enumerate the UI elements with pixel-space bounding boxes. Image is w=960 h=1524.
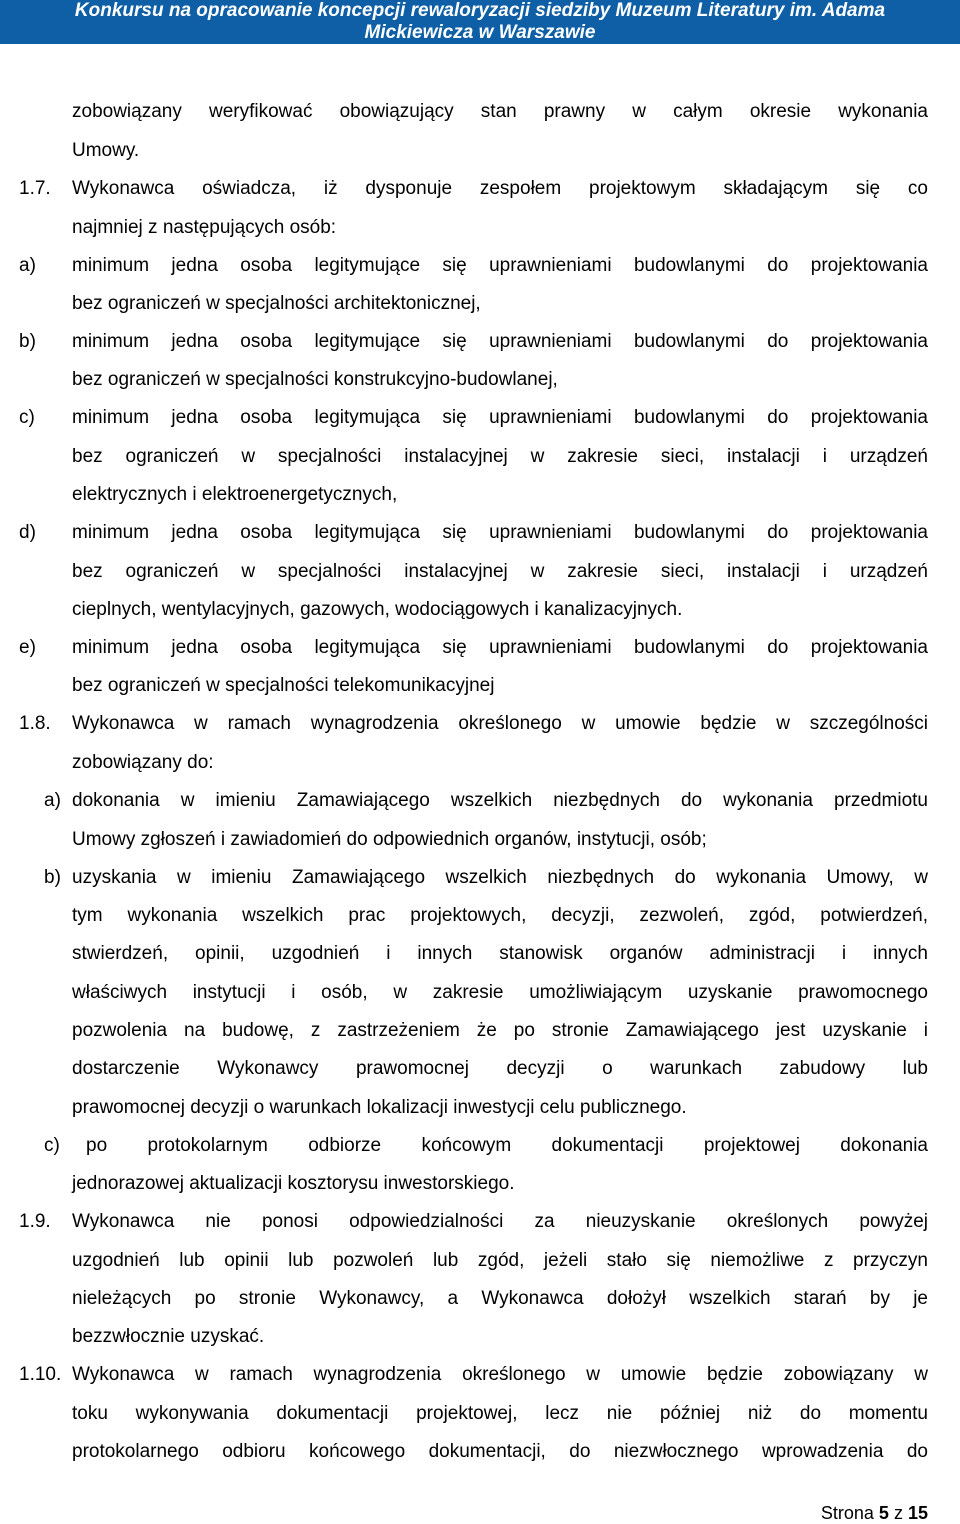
list-label: e) (19, 637, 36, 658)
text-line: Wykonawca w ramach wynagrodzenia określonego w umowie będzie zobowiązany w (72, 1364, 928, 1385)
header-title-line-2: Mickiewicza w Warszawie (364, 22, 596, 43)
list-label: b) (44, 867, 61, 888)
header-title-line-1: Konkursu na opracowanie koncepcji rewaloryzacji siedziby Muzeum Literatury im. Adama (74, 0, 886, 21)
text-line: najmniej z następujących osób: (72, 217, 337, 238)
footer-separator: z (893, 1503, 903, 1523)
text-line: po protokolarnym odbiorze końcowym dokumentacji projektowej dokonania (86, 1135, 928, 1156)
text-line: minimum jedna osoba legitymująca się uprawnieniami budowlanymi do projektowania (72, 637, 928, 658)
footer-page-total: 15 (907, 1503, 928, 1523)
text-line: stwierdzeń, opinii, uzgodnień i innych stanowisk organów administracji i innych (72, 943, 928, 964)
section-number: 1.9. (19, 1211, 51, 1232)
text-line: minimum jedna osoba legitymujące się uprawnieniami budowlanymi do projektowania (72, 255, 928, 276)
text-line: Umowy zgłoszeń i zawiadomień do odpowiednich organów, instytucji, osób; (72, 829, 707, 850)
text-line: uzgodnień lub opinii lub pozwoleń lub zgód, jeżeli stało się niemożliwe z przyczyn (72, 1250, 928, 1271)
footer-page-number: 5 (878, 1503, 889, 1523)
text-line: pozwolenia na budowę, z zastrzeżeniem że po stronie Zamawiającego jest uzyskanie i (72, 1020, 928, 1041)
list-label: a) (19, 255, 36, 276)
text-line: bez ograniczeń w specjalności architektonicznej, (72, 293, 481, 314)
text-line: Wykonawca w ramach wynagrodzenia określonego w umowie będzie w szczególności (72, 713, 928, 734)
text-line: toku wykonywania dokumentacji projektowej, lecz nie później niż do momentu (72, 1403, 928, 1424)
text-line: minimum jedna osoba legitymujące się uprawnieniami budowlanymi do projektowania (72, 331, 928, 352)
text-line: bez ograniczeń w specjalności instalacyjnej w zakresie sieci, instalacji i urządzeń (72, 446, 928, 467)
section-number: 1.8. (19, 713, 51, 734)
text-line: tym wykonania wszelkich prac projektowych, decyzji, zezwoleń, zgód, potwierdzeń, (72, 905, 928, 926)
text-line: uzyskania w imieniu Zamawiającego wszelkich niezbędnych do wykonania Umowy, w (72, 867, 928, 888)
text-line: cieplnych, wentylacyjnych, gazowych, wodociągowych i kanalizacyjnych. (72, 599, 683, 620)
text-line: minimum jedna osoba legitymująca się uprawnieniami budowlanymi do projektowania (72, 407, 928, 428)
list-label: b) (19, 331, 36, 352)
text-line: minimum jedna osoba legitymująca się uprawnieniami budowlanymi do projektowania (72, 522, 928, 543)
text-line: bez ograniczeń w specjalności konstrukcyjno-budowlanej, (72, 369, 558, 390)
footer-prefix: Strona (820, 1503, 874, 1523)
text-line: Wykonawca nie ponosi odpowiedzialności za nieuzyskanie określonych powyżej (72, 1211, 928, 1232)
list-label: c) (19, 407, 35, 428)
text-line: zobowiązany do: (72, 752, 214, 773)
document-header (0, 0, 960, 44)
text-line: jednorazowej aktualizacji kosztorysu inwestorskiego. (72, 1173, 515, 1194)
section-number: 1.10. (19, 1364, 62, 1385)
text-line: prawomocnej decyzji o warunkach lokalizacji inwestycji celu publicznego. (72, 1097, 687, 1118)
text-line: Wykonawca oświadcza, iż dysponuje zespołem projektowym składającym się co (72, 178, 928, 199)
text-line: bez ograniczeń w specjalności instalacyjnej w zakresie sieci, instalacji i urządzeń (72, 561, 928, 582)
section-number: 1.7. (19, 178, 51, 199)
text-line: bez ograniczeń w specjalności telekomunikacyjnej (72, 675, 495, 696)
text-line: nieleżących po stronie Wykonawcy, a Wykonawca dołożył wszelkich starań by je (72, 1288, 928, 1309)
list-label: c) (44, 1135, 60, 1156)
text-line: elektrycznych i elektroenergetycznych, (72, 484, 398, 505)
list-label: d) (19, 522, 36, 543)
text-line: zobowiązany weryfikować obowiązujący stan prawny w całym okresie wykonania (72, 101, 928, 122)
text-line: protokolarnego odbioru końcowego dokumentacji, do niezwłocznego wprowadzenia do (72, 1441, 928, 1462)
list-label: a) (44, 790, 61, 811)
text-line: dostarczenie Wykonawcy prawomocnej decyzji o warunkach zabudowy lub (72, 1058, 928, 1079)
text-line: bezzwłocznie uzyskać. (72, 1326, 265, 1347)
text-line: właściwych instytucji i osób, w zakresie umożliwiającym uzyskanie prawomocnego (72, 982, 928, 1003)
text-line: dokonania w imieniu Zamawiającego wszelkich niezbędnych do wykonania przedmiotu (72, 790, 928, 811)
text-line: Umowy. (72, 140, 140, 161)
